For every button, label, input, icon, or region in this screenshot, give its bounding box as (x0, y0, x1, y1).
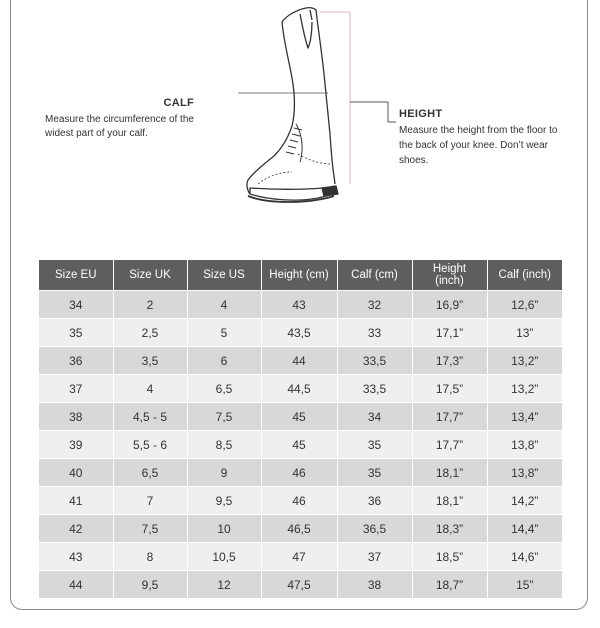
cell: 2,5 (113, 319, 187, 347)
cell: 6,5 (113, 459, 187, 487)
cell: 38 (337, 571, 412, 599)
cell: 35 (39, 319, 113, 347)
table-row (39, 515, 562, 543)
cell: 14,6” (487, 543, 562, 571)
table-row (39, 403, 562, 431)
cell: 15” (487, 571, 562, 599)
cell: 47,5 (261, 571, 337, 599)
cell: 5 (187, 319, 261, 347)
measurement-guides (238, 12, 396, 184)
cell: 17,5” (412, 375, 487, 403)
cell: 36 (337, 487, 412, 515)
cell: 40 (39, 459, 113, 487)
height-description: Measure the height from the floor to the back of your knee. Don’t wear shoes. (399, 125, 558, 166)
cell: 18,1” (412, 459, 487, 487)
cell: 43 (39, 543, 113, 571)
cell: 13,2” (487, 375, 562, 403)
header-size-eu: Size EU (39, 260, 113, 291)
cell: 6,5 (187, 375, 261, 403)
cell: 34 (39, 291, 113, 319)
cell: 4 (187, 291, 261, 319)
cell: 3,5 (113, 347, 187, 375)
cell: 6 (187, 347, 261, 375)
cell: 4 (113, 375, 187, 403)
cell: 10,5 (187, 543, 261, 571)
cell: 18,7” (412, 571, 487, 599)
cell: 44,5 (261, 375, 337, 403)
cell: 18,3” (412, 515, 487, 543)
table-row (39, 431, 562, 459)
header-calf-inch: Calf (inch) (487, 260, 562, 291)
cell: 42 (39, 515, 113, 543)
cell: 17,3” (412, 347, 487, 375)
cell: 46,5 (261, 515, 337, 543)
cell: 4,5 - 5 (113, 403, 187, 431)
cell: 9,5 (187, 487, 261, 515)
cell: 2 (113, 291, 187, 319)
table-row (39, 319, 562, 347)
cell: 34 (337, 403, 412, 431)
header-size-us: Size US (187, 260, 261, 291)
table-row (39, 487, 562, 515)
cell: 41 (39, 487, 113, 515)
cell: 8 (113, 543, 187, 571)
cell: 38 (39, 403, 113, 431)
header-height-cm: Height (cm) (261, 260, 337, 291)
cell: 13,2” (487, 347, 562, 375)
cell: 46 (261, 487, 337, 515)
cell: 46 (261, 459, 337, 487)
cell: 5,5 - 6 (113, 431, 187, 459)
cell: 45 (261, 403, 337, 431)
table-row (39, 291, 562, 319)
cell: 12,6” (487, 291, 562, 319)
cell: 45 (261, 431, 337, 459)
cell: 9 (187, 459, 261, 487)
cell: 47 (261, 543, 337, 571)
cell: 8,5 (187, 431, 261, 459)
cell: 43 (261, 291, 337, 319)
table-row (39, 459, 562, 487)
cell: 13,4” (487, 403, 562, 431)
table-row (39, 571, 562, 599)
cell: 35 (337, 459, 412, 487)
cell: 43,5 (261, 319, 337, 347)
height-title: HEIGHT (399, 108, 443, 120)
calf-description: Measure the circumference of the widest part of your calf. (45, 114, 194, 139)
cell: 18,1” (412, 487, 487, 515)
header-height-inch: Height (inch) (412, 260, 487, 291)
cell: 13,8” (487, 431, 562, 459)
cell: 13,8” (487, 459, 562, 487)
cell: 13” (487, 319, 562, 347)
cell: 44 (39, 571, 113, 599)
table-header-row (39, 260, 562, 291)
cell: 10 (187, 515, 261, 543)
size-chart-table (39, 260, 562, 598)
cell: 17,7” (412, 403, 487, 431)
cell: 33,5 (337, 375, 412, 403)
cell: 35 (337, 431, 412, 459)
cell: 39 (39, 431, 113, 459)
cell: 36,5 (337, 515, 412, 543)
cell: 37 (39, 375, 113, 403)
cell: 33,5 (337, 347, 412, 375)
cell: 17,1” (412, 319, 487, 347)
table-row (39, 543, 562, 571)
cell: 14,4” (487, 515, 562, 543)
cell: 7 (113, 487, 187, 515)
table-row (39, 347, 562, 375)
calf-title: CALF (163, 97, 194, 109)
cell: 44 (261, 347, 337, 375)
cell: 16,9” (412, 291, 487, 319)
cell: 36 (39, 347, 113, 375)
cell: 37 (337, 543, 412, 571)
cell: 17,7” (412, 431, 487, 459)
table-row (39, 375, 562, 403)
boot-outline (247, 8, 338, 202)
cell: 33 (337, 319, 412, 347)
cell: 18,5” (412, 543, 487, 571)
cell: 32 (337, 291, 412, 319)
header-calf-cm: Calf (cm) (337, 260, 412, 291)
cell: 9,5 (113, 571, 187, 599)
cell: 7,5 (187, 403, 261, 431)
cell: 7,5 (113, 515, 187, 543)
cell: 14,2” (487, 487, 562, 515)
header-size-uk: Size UK (113, 260, 187, 291)
cell: 12 (187, 571, 261, 599)
